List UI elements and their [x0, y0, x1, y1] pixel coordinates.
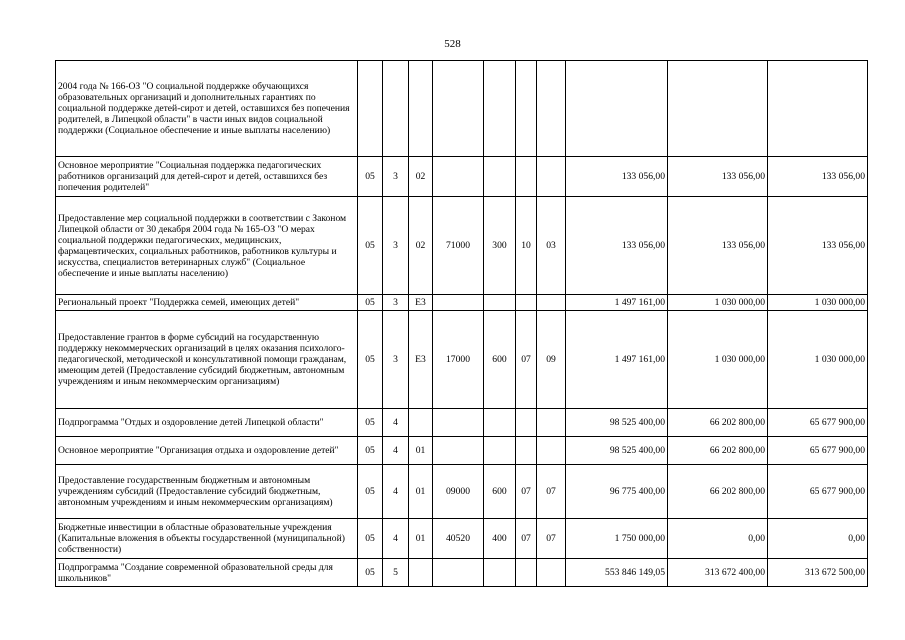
program-code: 4 [383, 437, 409, 465]
expense-type-code: 300 [484, 197, 516, 295]
section-code [516, 409, 537, 437]
amount-year-3: 1 030 000,00 [768, 311, 868, 409]
amount-year-1: 133 056,00 [566, 157, 668, 197]
subsection-code [537, 437, 566, 465]
amount-year-3: 133 056,00 [768, 157, 868, 197]
row-description: Подпрограмма "Отдых и оздоровление детей Липецкой области" [56, 409, 358, 437]
section-code [516, 157, 537, 197]
amount-year-2: 313 672 400,00 [668, 559, 768, 587]
amount-year-1: 1 497 161,00 [566, 311, 668, 409]
row-description: Региональный проект "Поддержка семей, имеющих детей" [56, 295, 358, 311]
amount-year-1 [566, 61, 668, 157]
row-description: Предоставление мер социальной поддержки в соответствии с Законом Липецкой области от 30 декабря 2004 года № 165-ОЗ "О мерах социальной поддержки педагогических, медицинских, фармацевтических, социальных работников, работников культуры и искусства, специалистов ветеринарных служб" (Социальное обеспечение и иные выплаты населению) [56, 197, 358, 295]
direction-code: 17000 [433, 311, 484, 409]
ministry-code: 05 [358, 519, 383, 559]
row-description: 2004 года № 166-ОЗ "О социальной поддержке обучающихся образовательных организаций и дополнительных гарантиях по социальной поддержке детей-сирот и детей, оставшихся без попечения родителей, в Липецкой области" в части иных видов социальной поддержки (Социальное обеспечение и иные выплаты населению) [56, 61, 358, 157]
subsection-code: 09 [537, 311, 566, 409]
amount-year-2: 133 056,00 [668, 157, 768, 197]
direction-code: 09000 [433, 465, 484, 519]
amount-year-2: 66 202 800,00 [668, 465, 768, 519]
amount-year-3: 1 030 000,00 [768, 295, 868, 311]
amount-year-3: 133 056,00 [768, 197, 868, 295]
amount-year-2: 1 030 000,00 [668, 311, 768, 409]
program-code: 3 [383, 295, 409, 311]
section-code: 07 [516, 519, 537, 559]
amount-year-1: 98 525 400,00 [566, 437, 668, 465]
amount-year-3: 0,00 [768, 519, 868, 559]
amount-year-1: 1 750 000,00 [566, 519, 668, 559]
program-code: 3 [383, 157, 409, 197]
direction-code [433, 295, 484, 311]
amount-year-3: 313 672 500,00 [768, 559, 868, 587]
ministry-code: 05 [358, 295, 383, 311]
direction-code [433, 409, 484, 437]
direction-code [433, 157, 484, 197]
program-code: 4 [383, 465, 409, 519]
row-description: Основное мероприятие "Социальная поддержка педагогических работников организаций для детей-сирот и детей, оставшихся без попечения родителей" [56, 157, 358, 197]
section-code [516, 559, 537, 587]
amount-year-3: 65 677 900,00 [768, 465, 868, 519]
program-code: 3 [383, 197, 409, 295]
table-row [56, 311, 868, 409]
subsection-code [537, 409, 566, 437]
amount-year-1: 133 056,00 [566, 197, 668, 295]
direction-code: 40520 [433, 519, 484, 559]
amount-year-2: 0,00 [668, 519, 768, 559]
ministry-code: 05 [358, 559, 383, 587]
subprogram-code [409, 61, 433, 157]
expense-type-code [484, 157, 516, 197]
subsection-code: 03 [537, 197, 566, 295]
row-description: Бюджетные инвестиции в областные образовательные учреждения (Капитальные вложения в объекты государственной (муниципальной) собственности) [56, 519, 358, 559]
table-row [56, 295, 868, 311]
ministry-code: 05 [358, 465, 383, 519]
subprogram-code: 02 [409, 157, 433, 197]
amount-year-1: 553 846 149,05 [566, 559, 668, 587]
amount-year-3 [768, 61, 868, 157]
section-code [516, 295, 537, 311]
ministry-code [358, 61, 383, 157]
ministry-code: 05 [358, 437, 383, 465]
subprogram-code: 01 [409, 519, 433, 559]
direction-code [433, 61, 484, 157]
amount-year-2: 66 202 800,00 [668, 409, 768, 437]
expense-type-code [484, 409, 516, 437]
table-row [56, 519, 868, 559]
direction-code: 71000 [433, 197, 484, 295]
amount-year-1: 98 525 400,00 [566, 409, 668, 437]
page-number: 528 [444, 38, 461, 50]
ministry-code: 05 [358, 197, 383, 295]
program-code: 5 [383, 559, 409, 587]
section-code [516, 437, 537, 465]
amount-year-3: 65 677 900,00 [768, 437, 868, 465]
program-code: 4 [383, 409, 409, 437]
table-row [56, 409, 868, 437]
subsection-code [537, 295, 566, 311]
ministry-code: 05 [358, 311, 383, 409]
expense-type-code [484, 61, 516, 157]
table-row [56, 61, 868, 157]
subsection-code [537, 61, 566, 157]
subsection-code: 07 [537, 465, 566, 519]
amount-year-2: 133 056,00 [668, 197, 768, 295]
budget-table [55, 60, 868, 587]
amount-year-2 [668, 61, 768, 157]
section-code: 07 [516, 465, 537, 519]
row-description: Предоставление государственным бюджетным и автономным учреждениям субсидий (Предоставление субсидий бюджетным, автономным учреждениям и иным некоммерческим организациям) [56, 465, 358, 519]
table-row [56, 437, 868, 465]
section-code [516, 61, 537, 157]
subprogram-code [409, 559, 433, 587]
subprogram-code: Е3 [409, 311, 433, 409]
row-description: Предоставление грантов в форме субсидий на государственную поддержку некоммерческих организаций в целях оказания психолого-педагогической, методической и консультативной помощи гражданам, имеющим детей (Предоставление субсидий бюджетным, автономным учреждениям и иным некоммерческим организациям) [56, 311, 358, 409]
table-row [56, 465, 868, 519]
ministry-code: 05 [358, 157, 383, 197]
direction-code [433, 559, 484, 587]
subprogram-code: 02 [409, 197, 433, 295]
expense-type-code [484, 437, 516, 465]
amount-year-1: 96 775 400,00 [566, 465, 668, 519]
subsection-code [537, 559, 566, 587]
expense-type-code: 400 [484, 519, 516, 559]
ministry-code: 05 [358, 409, 383, 437]
subsection-code: 07 [537, 519, 566, 559]
program-code: 3 [383, 311, 409, 409]
expense-type-code: 600 [484, 465, 516, 519]
expense-type-code [484, 295, 516, 311]
section-code: 10 [516, 197, 537, 295]
amount-year-2: 1 030 000,00 [668, 295, 768, 311]
amount-year-2: 66 202 800,00 [668, 437, 768, 465]
direction-code [433, 437, 484, 465]
amount-year-3: 65 677 900,00 [768, 409, 868, 437]
section-code: 07 [516, 311, 537, 409]
subsection-code [537, 157, 566, 197]
expense-type-code [484, 559, 516, 587]
table-row [56, 197, 868, 295]
amount-year-1: 1 497 161,00 [566, 295, 668, 311]
table-row [56, 157, 868, 197]
subprogram-code: 01 [409, 465, 433, 519]
program-code [383, 61, 409, 157]
subprogram-code: 01 [409, 437, 433, 465]
subprogram-code: Е3 [409, 295, 433, 311]
expense-type-code: 600 [484, 311, 516, 409]
program-code: 4 [383, 519, 409, 559]
row-description: Основное мероприятие "Организация отдыха и оздоровление детей" [56, 437, 358, 465]
row-description: Подпрограмма "Создание современной образовательной среды для школьников" [56, 559, 358, 587]
subprogram-code [409, 409, 433, 437]
table-row [56, 559, 868, 587]
